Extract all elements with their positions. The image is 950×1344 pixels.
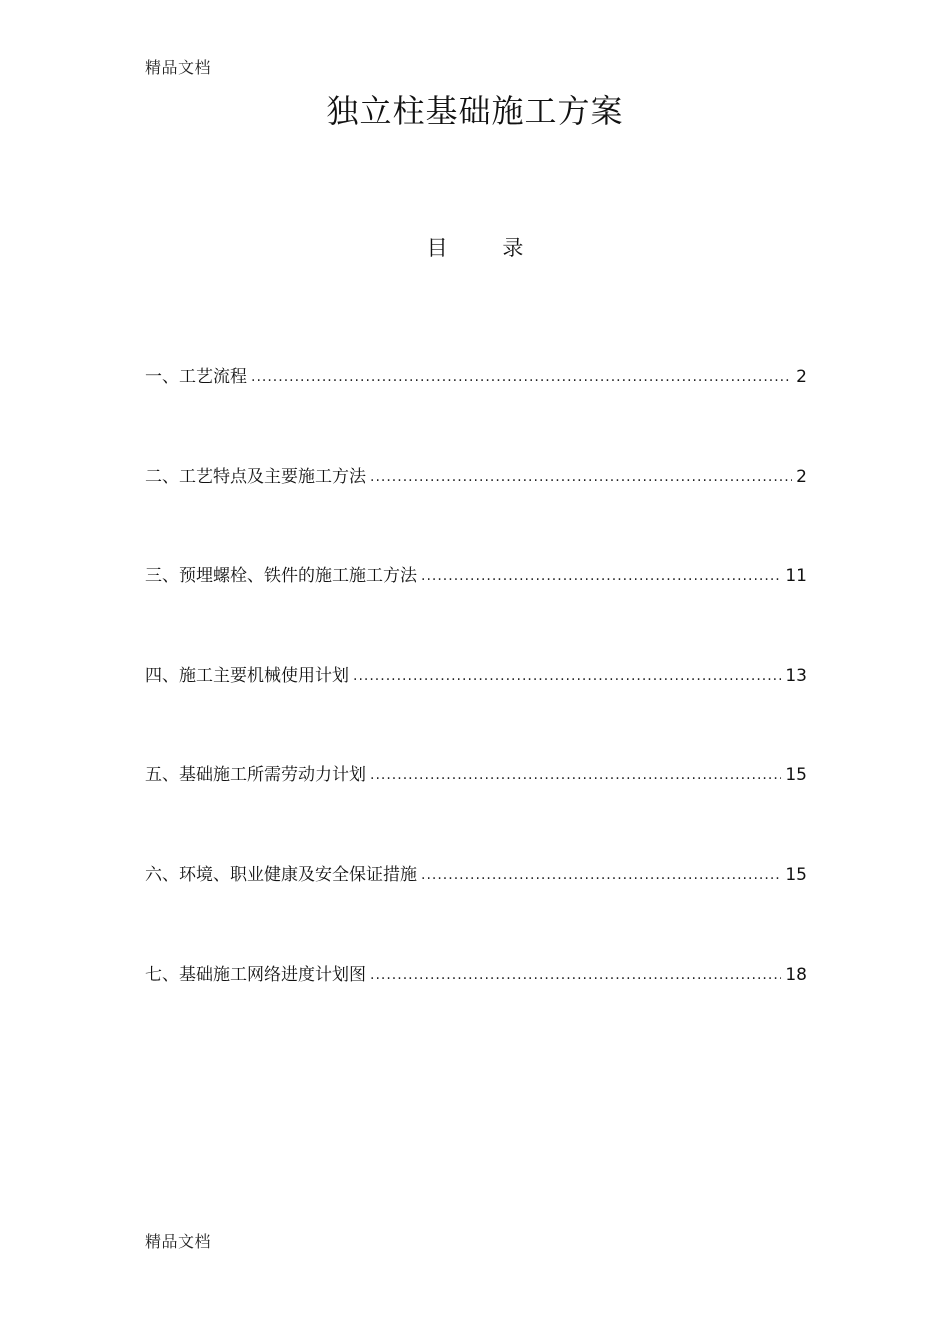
footer-watermark: 精品文档 [145, 1232, 212, 1251]
table-of-contents [145, 362, 807, 1059]
toc-entry-label: 七、基础施工网络进度计划图 [145, 964, 366, 985]
toc-entry[interactable] [145, 462, 807, 562]
toc-dot-leader [421, 568, 781, 584]
toc-heading: 目 录 [426, 236, 548, 260]
toc-entry-label: 一、工艺流程 [145, 367, 247, 387]
toc-dot-leader [370, 469, 792, 485]
toc-entry[interactable] [145, 362, 807, 462]
toc-entry-page-number: 13 [785, 665, 807, 686]
toc-entry-page-number: 2 [796, 466, 807, 487]
toc-entry-label: 六、环境、职业健康及安全保证措施 [145, 864, 417, 885]
toc-entry-page-number: 15 [785, 864, 807, 885]
toc-entry[interactable] [145, 860, 807, 960]
toc-entry-label: 二、工艺特点及主要施工方法 [145, 466, 366, 487]
toc-dot-leader [251, 369, 792, 385]
toc-entry[interactable] [145, 661, 807, 761]
document-title: 独立柱基础施工方案 [326, 92, 624, 130]
toc-dot-leader [353, 668, 781, 684]
toc-dot-leader [370, 967, 781, 983]
toc-entry-label: 三、预埋螺栓、铁件的施工施工方法 [145, 566, 417, 587]
toc-entry[interactable] [145, 960, 807, 1060]
toc-entry-label: 五、基础施工所需劳动力计划 [145, 765, 366, 786]
toc-dot-leader [370, 767, 781, 783]
toc-entry-page-number: 15 [785, 765, 807, 786]
toc-entry-page-number: 18 [785, 964, 807, 985]
toc-entry-page-number: 2 [796, 367, 807, 387]
header-watermark: 精品文档 [145, 58, 212, 77]
toc-dot-leader [421, 867, 781, 883]
toc-entry-label: 四、施工主要机械使用计划 [145, 665, 349, 686]
toc-entry[interactable] [145, 561, 807, 661]
toc-entry-page-number: 11 [785, 566, 807, 587]
toc-entry[interactable] [145, 760, 807, 860]
